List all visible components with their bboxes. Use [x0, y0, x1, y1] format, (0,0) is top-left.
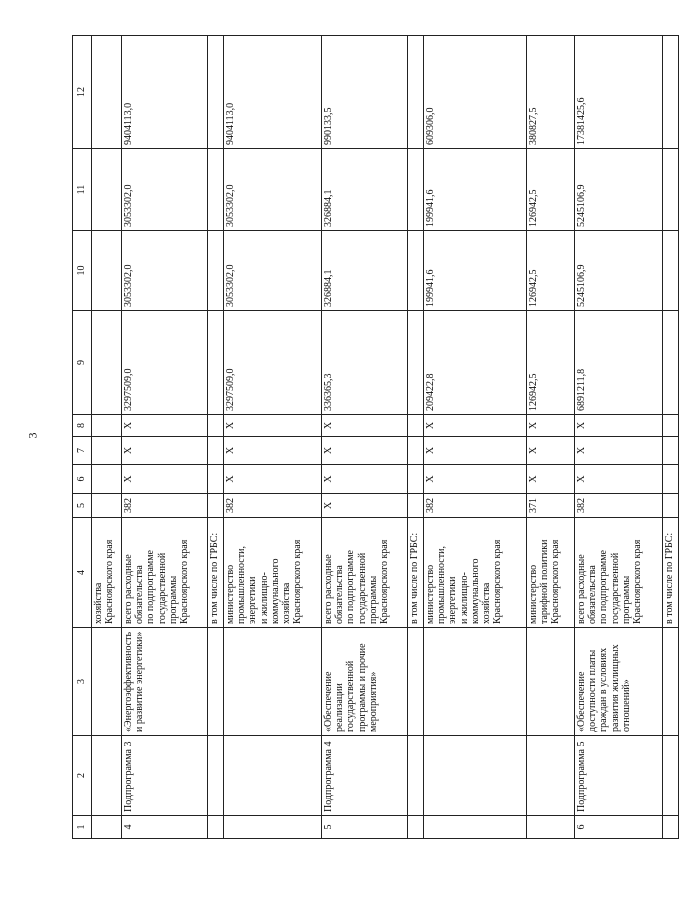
year-2015-value-cell: 5245106,9	[575, 231, 663, 311]
year-2014-value-cell	[92, 311, 122, 415]
table-row	[92, 36, 122, 839]
grbs-code-cell: 371	[527, 494, 575, 518]
year-2016-value-cell: 3053302,0	[122, 149, 208, 231]
cell-text-line: и жилищно-	[458, 572, 470, 624]
year-2015-value-cell: 126942,5	[527, 231, 575, 311]
section-cell	[663, 465, 679, 494]
cell-text-line: Красноярского края	[292, 539, 304, 624]
target-item-cell: X	[527, 437, 575, 465]
column-number-cell: 2	[73, 736, 92, 816]
column-number-cell: 11	[73, 149, 92, 231]
obligations-label-cell	[92, 518, 122, 628]
row-number-cell	[224, 816, 322, 839]
table-row	[424, 36, 527, 839]
cell-text-line: тарифной политики	[539, 539, 551, 624]
cell-text-line: промышленности,	[236, 546, 248, 624]
program-name-cell	[527, 736, 575, 816]
cell-text-line: государственной	[356, 552, 368, 624]
grbs-code-cell	[208, 494, 224, 518]
section-cell: X	[527, 465, 575, 494]
cell-text-line: обязательства	[334, 565, 346, 624]
year-2016-value-cell: 3053302,0	[224, 149, 322, 231]
column-number-cell: 10	[73, 231, 92, 311]
table-row	[208, 36, 224, 839]
period-total-cell: 17381425,6	[575, 36, 663, 149]
expense-type-cell	[408, 415, 424, 437]
table-header-row	[73, 36, 92, 839]
grbs-code-cell: X	[322, 494, 408, 518]
period-total-cell: 9404113,0	[122, 36, 208, 149]
table-row	[663, 36, 679, 839]
period-total-cell: 609306,0	[424, 36, 527, 149]
cell-text-line: программы	[167, 575, 179, 624]
table-row	[322, 36, 408, 839]
year-2015-value-cell	[208, 231, 224, 311]
row-number-cell: 6	[575, 816, 663, 839]
section-cell	[92, 465, 122, 494]
section-cell: X	[122, 465, 208, 494]
column-number-cell: 6	[73, 465, 92, 494]
grbs-code-cell: 382	[575, 494, 663, 518]
obligations-label-cell	[575, 518, 663, 628]
cell-text-line: промышленности,	[436, 546, 448, 624]
target-item-cell: X	[322, 437, 408, 465]
year-2016-value-cell: 199941,6	[424, 149, 527, 231]
table-row	[527, 36, 575, 839]
year-2015-value-cell	[92, 231, 122, 311]
program-name-cell: Подпрограмма 3	[122, 736, 208, 816]
expense-type-cell	[663, 415, 679, 437]
year-2016-value-cell	[408, 149, 424, 231]
year-2014-value-cell	[408, 311, 424, 415]
grbs-code-cell: 382	[122, 494, 208, 518]
obligations-label-cell	[527, 518, 575, 628]
period-total-cell	[208, 36, 224, 149]
row-number-cell	[208, 816, 224, 839]
cell-text-line: Красноярского края	[631, 539, 643, 624]
column-number-cell: 7	[73, 437, 92, 465]
target-item-cell	[92, 437, 122, 465]
program-description-cell	[424, 628, 527, 736]
expense-type-cell	[208, 415, 224, 437]
cell-text-line: обязательства	[587, 565, 599, 624]
cell-text-line: министерство	[225, 564, 236, 624]
rotated-table-area	[72, 36, 675, 839]
obligations-label-cell	[224, 518, 322, 628]
year-2014-value-cell: 209422,8	[424, 311, 527, 415]
cell-text-line: программы	[620, 575, 632, 624]
cell-text-line: государственной	[609, 552, 621, 624]
expense-type-cell: X	[322, 415, 408, 437]
year-2015-value-cell: 199941,6	[424, 231, 527, 311]
column-number-cell: 9	[73, 311, 92, 415]
grbs-code-cell	[408, 494, 424, 518]
cell-text-line: всего расходные	[123, 554, 134, 624]
column-number-cell: 4	[73, 518, 92, 628]
cell-text-line: министерство	[528, 564, 539, 624]
cell-text-line: государственной	[156, 552, 168, 624]
year-2014-value-cell: 126942,5	[527, 311, 575, 415]
expense-type-cell: X	[575, 415, 663, 437]
cell-text-line: энергетики	[247, 576, 259, 624]
cell-text-line: хозяйства	[480, 582, 492, 624]
grbs-code-cell	[663, 494, 679, 518]
grbs-code-cell	[92, 494, 122, 518]
target-item-cell: X	[224, 437, 322, 465]
period-total-cell	[92, 36, 122, 149]
program-name-cell: Подпрограмма 5	[575, 736, 663, 816]
year-2014-value-cell	[663, 311, 679, 415]
table-row	[408, 36, 424, 839]
period-total-cell	[663, 36, 679, 149]
year-2014-value-cell	[208, 311, 224, 415]
year-2016-value-cell: 126942,5	[527, 149, 575, 231]
year-2016-value-cell	[663, 149, 679, 231]
cell-text-line: по подпрограмме	[145, 550, 157, 624]
obligations-label-cell	[322, 518, 408, 628]
section-cell: X	[424, 465, 527, 494]
section-cell: X	[322, 465, 408, 494]
cell-text-line: министерство	[425, 564, 436, 624]
program-name-cell	[663, 736, 679, 816]
page-number: 3	[25, 432, 40, 439]
row-number-cell	[424, 816, 527, 839]
grbs-code-cell: 382	[424, 494, 527, 518]
cell-text-line: коммунального	[469, 558, 481, 624]
year-2014-value-cell: 3297509,0	[122, 311, 208, 415]
target-item-cell	[663, 437, 679, 465]
expense-type-cell: X	[527, 415, 575, 437]
cell-text-line: Красноярского края	[104, 539, 116, 624]
row-number-cell	[408, 816, 424, 839]
year-2016-value-cell: 5245106,9	[575, 149, 663, 231]
cell-text-line: программы	[367, 575, 379, 624]
column-number-cell: 3	[73, 628, 92, 736]
year-2015-value-cell	[663, 231, 679, 311]
cell-text-line: обязательства	[134, 565, 146, 624]
cell-text-line: в том числе по ГРБС:	[209, 532, 220, 624]
year-2015-value-cell: 3053302,0	[122, 231, 208, 311]
program-name-cell: Подпрограмма 4	[322, 736, 408, 816]
year-2015-value-cell: 3053302,0	[224, 231, 322, 311]
obligations-label-cell	[122, 518, 208, 628]
column-number-cell: 12	[73, 36, 92, 149]
cell-text-line: хозяйства	[280, 582, 292, 624]
program-name-cell	[208, 736, 224, 816]
column-number-cell: 8	[73, 415, 92, 437]
row-number-cell	[663, 816, 679, 839]
grbs-code-cell: 382	[224, 494, 322, 518]
period-total-cell: 9404113,0	[224, 36, 322, 149]
row-number-cell: 4	[122, 816, 208, 839]
period-total-cell	[408, 36, 424, 149]
obligations-label-cell	[663, 518, 679, 628]
cell-text-line: и жилищно-	[258, 572, 270, 624]
table-row	[122, 36, 208, 839]
cell-text-line: коммунального	[269, 558, 281, 624]
column-number-cell: 5	[73, 494, 92, 518]
cell-text-line: в том числе по ГРБС:	[409, 532, 420, 624]
program-description-cell: «Обеспечение реализации государственной программы и прочие мероприятия»	[322, 628, 408, 736]
cell-text-line: по подпрограмме	[345, 550, 357, 624]
target-item-cell: X	[575, 437, 663, 465]
year-2016-value-cell	[92, 149, 122, 231]
table-row	[224, 36, 322, 839]
program-description-cell: «Энергоэффективность и развитие энергетики»	[122, 628, 208, 736]
program-description-cell: «Обеспечение доступности платы граждан в условиях развития жилищных отношений»	[575, 628, 663, 736]
period-total-cell: 380827,5	[527, 36, 575, 149]
target-item-cell: X	[424, 437, 527, 465]
cell-text-line: Красноярского края	[178, 539, 190, 624]
section-cell: X	[575, 465, 663, 494]
year-2016-value-cell: 326884,1	[322, 149, 408, 231]
cell-text-line: по подпрограмме	[598, 550, 610, 624]
obligations-label-cell	[424, 518, 527, 628]
section-cell: X	[224, 465, 322, 494]
cell-text-line: энергетики	[447, 576, 459, 624]
program-name-cell	[92, 736, 122, 816]
program-description-cell	[408, 628, 424, 736]
program-name-cell	[224, 736, 322, 816]
program-description-cell	[527, 628, 575, 736]
cell-text-line: всего расходные	[576, 554, 587, 624]
year-2014-value-cell: 3297509,0	[224, 311, 322, 415]
column-number-cell: 1	[73, 816, 92, 839]
program-description-cell	[224, 628, 322, 736]
program-name-cell	[424, 736, 527, 816]
program-description-cell	[92, 628, 122, 736]
expense-type-cell: X	[424, 415, 527, 437]
obligations-label-cell	[208, 518, 224, 628]
year-2015-value-cell	[408, 231, 424, 311]
expense-type-cell: X	[224, 415, 322, 437]
program-description-cell	[208, 628, 224, 736]
program-description-cell	[663, 628, 679, 736]
cell-text-line: Красноярского края	[492, 539, 504, 624]
cell-text-line: хозяйства	[93, 582, 104, 624]
row-number-cell	[527, 816, 575, 839]
cell-text-line: в том числе по ГРБС:	[664, 532, 675, 624]
target-item-cell	[408, 437, 424, 465]
section-cell	[408, 465, 424, 494]
row-number-cell	[92, 816, 122, 839]
expense-type-cell	[92, 415, 122, 437]
expense-type-cell: X	[122, 415, 208, 437]
year-2016-value-cell	[208, 149, 224, 231]
obligations-label-cell	[408, 518, 424, 628]
table-row	[575, 36, 663, 839]
cell-text-line: всего расходные	[323, 554, 334, 624]
target-item-cell: X	[122, 437, 208, 465]
target-item-cell	[208, 437, 224, 465]
row-number-cell: 5	[322, 816, 408, 839]
program-name-cell	[408, 736, 424, 816]
year-2015-value-cell: 326884,1	[322, 231, 408, 311]
year-2014-value-cell: 6891211,8	[575, 311, 663, 415]
period-total-cell: 990133,5	[322, 36, 408, 149]
cell-text-line: Красноярского края	[378, 539, 390, 624]
cell-text-line: Красноярского края	[550, 539, 562, 624]
year-2014-value-cell: 336365,3	[322, 311, 408, 415]
budget-table	[72, 35, 679, 839]
section-cell	[208, 465, 224, 494]
